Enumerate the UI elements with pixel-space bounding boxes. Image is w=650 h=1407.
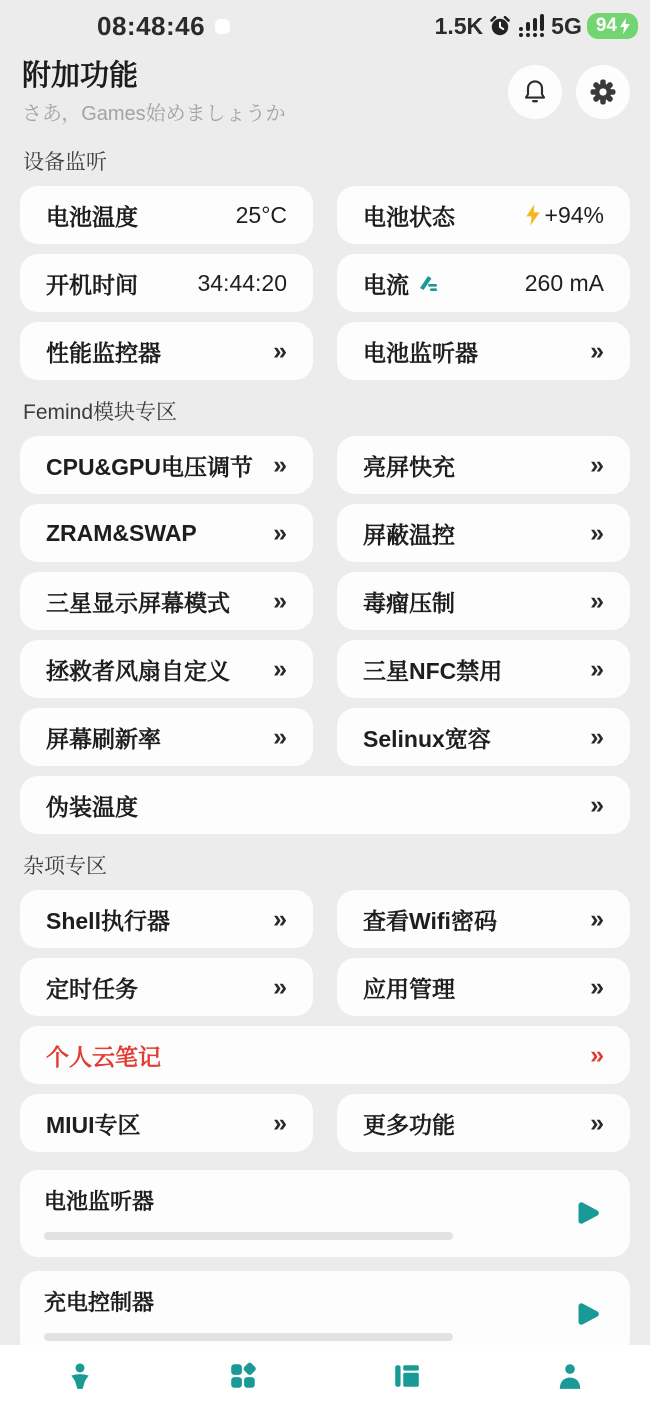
user-profile-icon [555,1361,585,1391]
card-shell-executor[interactable] [20,890,313,948]
double-chevron-icon: » [590,336,604,365]
card-label: Shell执行器 [46,907,170,934]
card-battery-temperature [20,186,313,244]
card-current [337,254,630,312]
signal-strength-icon [519,15,544,37]
clock-time: 08:48:46 [97,10,206,41]
card-miui-zone[interactable] [20,1094,313,1152]
battery-percent: 94 [595,15,617,36]
card-tumor-suppression[interactable] [337,572,630,630]
progress-track [44,1232,453,1240]
nav-tab-news[interactable] [383,1352,431,1400]
page-header [0,52,650,130]
double-chevron-icon: » [273,972,287,1001]
card-label: 拯救者风扇自定义 [46,657,230,684]
double-chevron-icon: » [273,336,287,365]
card-label: 三星显示屏幕模式 [46,589,230,616]
card-more-features[interactable] [337,1094,630,1152]
card-label: MIUI专区 [46,1111,141,1138]
apps-grid-icon [228,1361,258,1391]
nav-tab-profile[interactable] [546,1352,594,1400]
card-label: CPU&GPU电压调节 [46,453,254,480]
card-label: 伪装温度 [46,793,138,820]
card-label: 应用管理 [363,975,455,1002]
femind-grid [0,436,650,834]
settings-button[interactable] [576,65,630,119]
start-charge-controller-button[interactable] [568,1295,606,1333]
card-label: 电流 [363,267,439,300]
card-label: 毒瘤压制 [363,589,455,616]
card-fake-temperature[interactable] [20,776,630,834]
service-label: 电池监听器 [44,1189,155,1215]
layout-list-icon [392,1361,422,1391]
card-personal-cloud-notes[interactable] [20,1026,630,1084]
lightning-bolt-icon [525,204,541,226]
double-chevron-icon: » [590,1108,604,1137]
card-label: 屏幕刷新率 [46,725,161,752]
card-value: 260 mA [524,269,604,296]
card-label: ZRAM&SWAP [46,519,197,546]
service-card-battery-listener [20,1170,630,1257]
double-chevron-icon: » [273,654,287,683]
card-battery-monitor[interactable] [337,322,630,380]
double-chevron-icon: » [273,518,287,547]
double-chevron-icon: » [590,1040,604,1069]
card-samsung-nfc-disable[interactable] [337,640,630,698]
card-uptime [20,254,313,312]
card-label: 更多功能 [363,1111,455,1138]
double-chevron-icon: » [590,450,604,479]
double-chevron-icon: » [590,790,604,819]
charging-bolt-icon [619,18,631,34]
double-chevron-icon: » [590,518,604,547]
notifications-button[interactable] [508,65,562,119]
misc-grid [0,890,650,1152]
card-screen-on-fast-charge[interactable] [337,436,630,494]
section-title-device-monitor: 设备监听 [23,151,107,175]
double-chevron-icon: » [273,722,287,751]
bottom-navigation [0,1345,650,1407]
bell-icon [520,77,550,107]
double-chevron-icon: » [273,904,287,933]
battery-badge [587,13,638,39]
card-scheduled-tasks[interactable] [20,958,313,1016]
card-samsung-display-mode[interactable] [20,572,313,630]
double-chevron-icon: » [590,722,604,751]
double-chevron-icon: » [590,654,604,683]
card-value: 34:44:20 [197,269,287,296]
card-battery-status [337,186,630,244]
card-performance-monitor[interactable] [20,322,313,380]
gear-icon [588,77,618,107]
card-label: 开机时间 [46,271,138,298]
card-label: 定时任务 [46,975,138,1002]
card-label: 屏蔽温控 [363,521,455,548]
card-label: 个人云笔记 [46,1043,161,1070]
double-chevron-icon: » [273,450,287,479]
status-bar [0,0,650,52]
card-refresh-rate[interactable] [20,708,313,766]
card-app-management[interactable] [337,958,630,1016]
network-type: 5G [551,12,582,39]
card-value: 25°C [235,201,287,228]
card-label: 电池监听器 [363,339,478,366]
network-speed: 1.5K [434,12,484,39]
nav-tab-modules[interactable] [219,1352,267,1400]
card-label: 性能监控器 [46,339,161,366]
device-monitor-grid [0,186,650,380]
card-cpu-gpu-voltage[interactable] [20,436,313,494]
card-label: Selinux宽容 [363,725,491,752]
double-chevron-icon: » [273,1108,287,1137]
card-zram-swap[interactable] [20,504,313,562]
card-selinux-permissive[interactable] [337,708,630,766]
card-value: +94% [525,202,604,229]
card-label: 查看Wifi密码 [363,907,497,934]
page-subtitle: さあ，Games始めましょうか [22,103,286,126]
card-label: 亮屏快充 [363,453,455,480]
card-label: 电池状态 [363,203,455,230]
status-indicator-dot [215,19,230,34]
alarm-clock-icon [488,14,512,38]
double-chevron-icon: » [590,904,604,933]
start-battery-listener-button[interactable] [568,1194,606,1232]
card-label: 电池温度 [46,203,138,230]
card-view-wifi-password[interactable] [337,890,630,948]
nav-tab-home[interactable] [56,1352,104,1400]
card-thermal-block[interactable] [337,504,630,562]
progress-track [44,1333,453,1341]
section-title-femind: Femind模块专区 [23,401,178,425]
person-body-icon [65,1361,95,1391]
service-label: 充电控制器 [44,1290,155,1316]
section-title-misc: 杂项专区 [23,855,107,879]
double-chevron-icon: » [590,586,604,615]
card-label: 三星NFC禁用 [363,657,503,684]
page-title: 附加功能 [22,60,139,92]
pencil-edit-icon [417,274,439,292]
double-chevron-icon: » [590,972,604,1001]
double-chevron-icon: » [273,586,287,615]
card-legion-fan-custom[interactable] [20,640,313,698]
